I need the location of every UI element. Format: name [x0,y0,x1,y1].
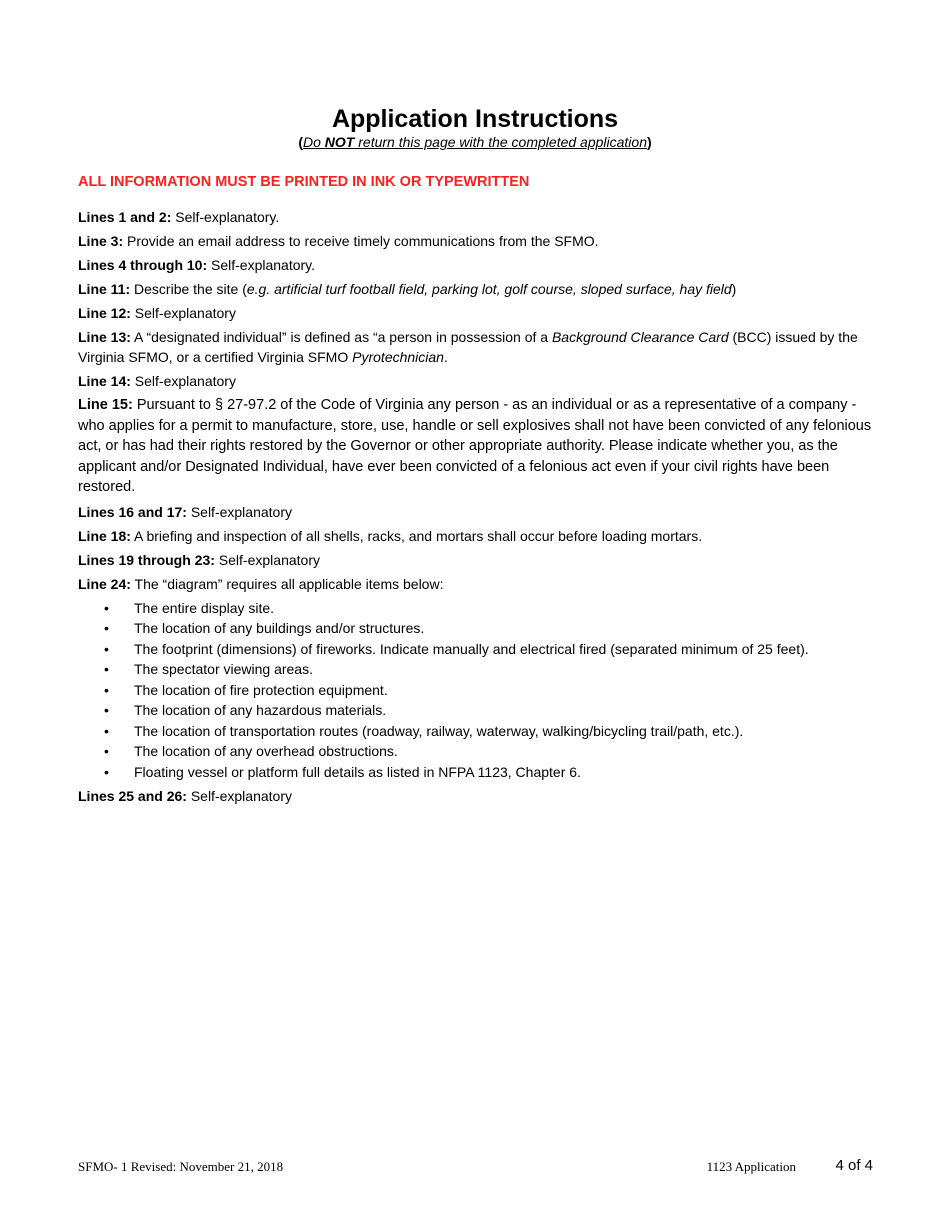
page-subtitle [0,133,950,151]
instruction-lines-16-17 [78,502,878,522]
instruction-lines-19-23 [78,550,878,570]
line-text: Self-explanatory [130,305,236,321]
line-label: Line 24: [78,575,131,592]
instruction-lines-25-26 [78,786,878,806]
page-title: Application Instructions [331,105,619,133]
line-label: Line 3: [78,233,124,249]
bullet-icon: • [104,661,109,677]
line-text: Provide an email address to receive timely communications from the SFMO. [123,233,599,249]
list-item [78,618,878,639]
list-item [78,639,878,660]
list-item-text: Floating vessel or platform full details as listed in NFPA 1123, Chapter 6. [134,763,581,780]
subtitle-rest: return this page with the completed application [354,134,647,150]
line-text: Self-explanatory. [207,257,316,273]
list-item [78,659,878,680]
line-text: The “diagram” requires all applicable items below: [130,575,444,592]
subtitle-note [303,134,647,150]
line-text: Self-explanatory [130,373,236,389]
list-item-text: The location of any buildings and/or structures. [134,620,425,636]
list-item [78,741,878,762]
list-item-text: The location of fire protection equipment. [134,681,388,698]
line-text: A briefing and inspection of all shells, racks, and mortars shall occur before loading mortars. [130,527,703,544]
page-footer [78,1157,873,1177]
line-text: Self-explanatory [186,503,292,520]
list-item [78,680,878,701]
instruction-lines-4-10 [78,255,878,275]
bullet-icon: • [104,722,109,739]
list-item [78,721,878,742]
line-italic-text: Pyrotechnician [352,349,444,365]
line-label: Line 15: [78,397,133,413]
bullet-icon: • [104,599,109,616]
list-item-text: The footprint (dimensions) of fireworks. Indicate manually and electrical fired (separated minimum of 25 feet). [134,640,809,657]
footer-form-name: 1123 Application [706,1159,796,1174]
bullet-icon: • [104,702,109,718]
bullet-icon: • [104,763,109,780]
line-label: Line 13: [78,329,131,345]
line-text: . [443,349,448,365]
list-item-text: The location of any hazardous materials. [134,702,387,718]
bullet-icon: • [104,640,109,657]
list-item-text: The entire display site. [134,599,275,616]
bullet-icon: • [104,620,109,636]
subtitle-not: NOT [324,134,355,150]
list-item-text: The location of any overhead obstructions. [134,743,398,759]
bullet-icon: • [104,681,109,698]
subtitle-open-paren: ( [298,134,303,150]
instruction-line-11 [78,279,878,299]
diagram-requirements-list [78,598,878,783]
subtitle-do: Do [303,134,325,150]
footer-page-number: 4 of 4 [835,1157,873,1174]
line-italic-text: e.g. artificial turf football field, parking lot, golf course, sloped surface, hay field [246,281,732,297]
line-label: Lines 16 and 17: [78,503,187,520]
list-item [78,762,878,783]
instruction-line-12 [78,303,878,323]
line-text: (BCC) issued by the Virginia SFMO, or a certified Virginia SFMO [78,329,858,365]
instruction-line-24 [78,574,878,594]
footer-revision: SFMO- 1 Revised: November 21, 2018 [78,1159,284,1174]
line-label: Line 11: [78,281,131,297]
instruction-lines-1-2 [78,207,878,227]
line-text: Self-explanatory [214,551,320,568]
line-label: Lines 4 through 10: [78,257,208,273]
bullet-icon: • [104,743,109,759]
subtitle-close-paren: ) [646,134,652,150]
instructions-body [78,207,878,810]
list-item [78,598,878,619]
line-text: Self-explanatory [186,788,292,804]
line-label: Line 18: [78,527,131,544]
instruction-line-13 [78,327,878,367]
line-text: Pursuant to § 27-97.2 of the Code of Virginia any person - as an individual or as a representative of a company - who applies for a permit to manufacture, store, use, handle or sell explosives shall not have been convicted of any felonious act, or has had their rights restored by the Governor or other appropriate authority. Please indicate whether you, as the applicant and/or Designated Individual, have ever been convicted of a felonious act even if your civil rights have been restored. [78,397,872,495]
line-text: Self-explanatory. [171,209,280,225]
list-item-text: The spectator viewing areas. [134,661,313,677]
line-text: A “designated individual” is defined as “a person in possession of a [130,329,552,345]
list-item [78,700,878,721]
line-text: Describe the site ( [130,281,247,297]
ink-warning: ALL INFORMATION MUST BE PRINTED IN INK OR TYPEWRITTEN [78,174,530,190]
line-label: Lines 25 and 26: [78,788,187,804]
line-label: Line 14: [78,373,131,389]
line-label: Line 12: [78,305,131,321]
line-label: Lines 19 through 23: [78,551,215,568]
line-text: ) [731,281,737,297]
line-italic-text: Background Clearance Card [551,329,729,345]
instruction-line-15 [78,395,878,498]
list-item-text: The location of transportation routes (roadway, railway, waterway, walking/bicycling trail/path, etc.). [134,722,744,739]
line-label: Lines 1 and 2: [78,209,172,225]
instruction-line-14 [78,371,878,391]
instruction-line-18 [78,526,878,546]
instruction-line-3 [78,231,878,251]
